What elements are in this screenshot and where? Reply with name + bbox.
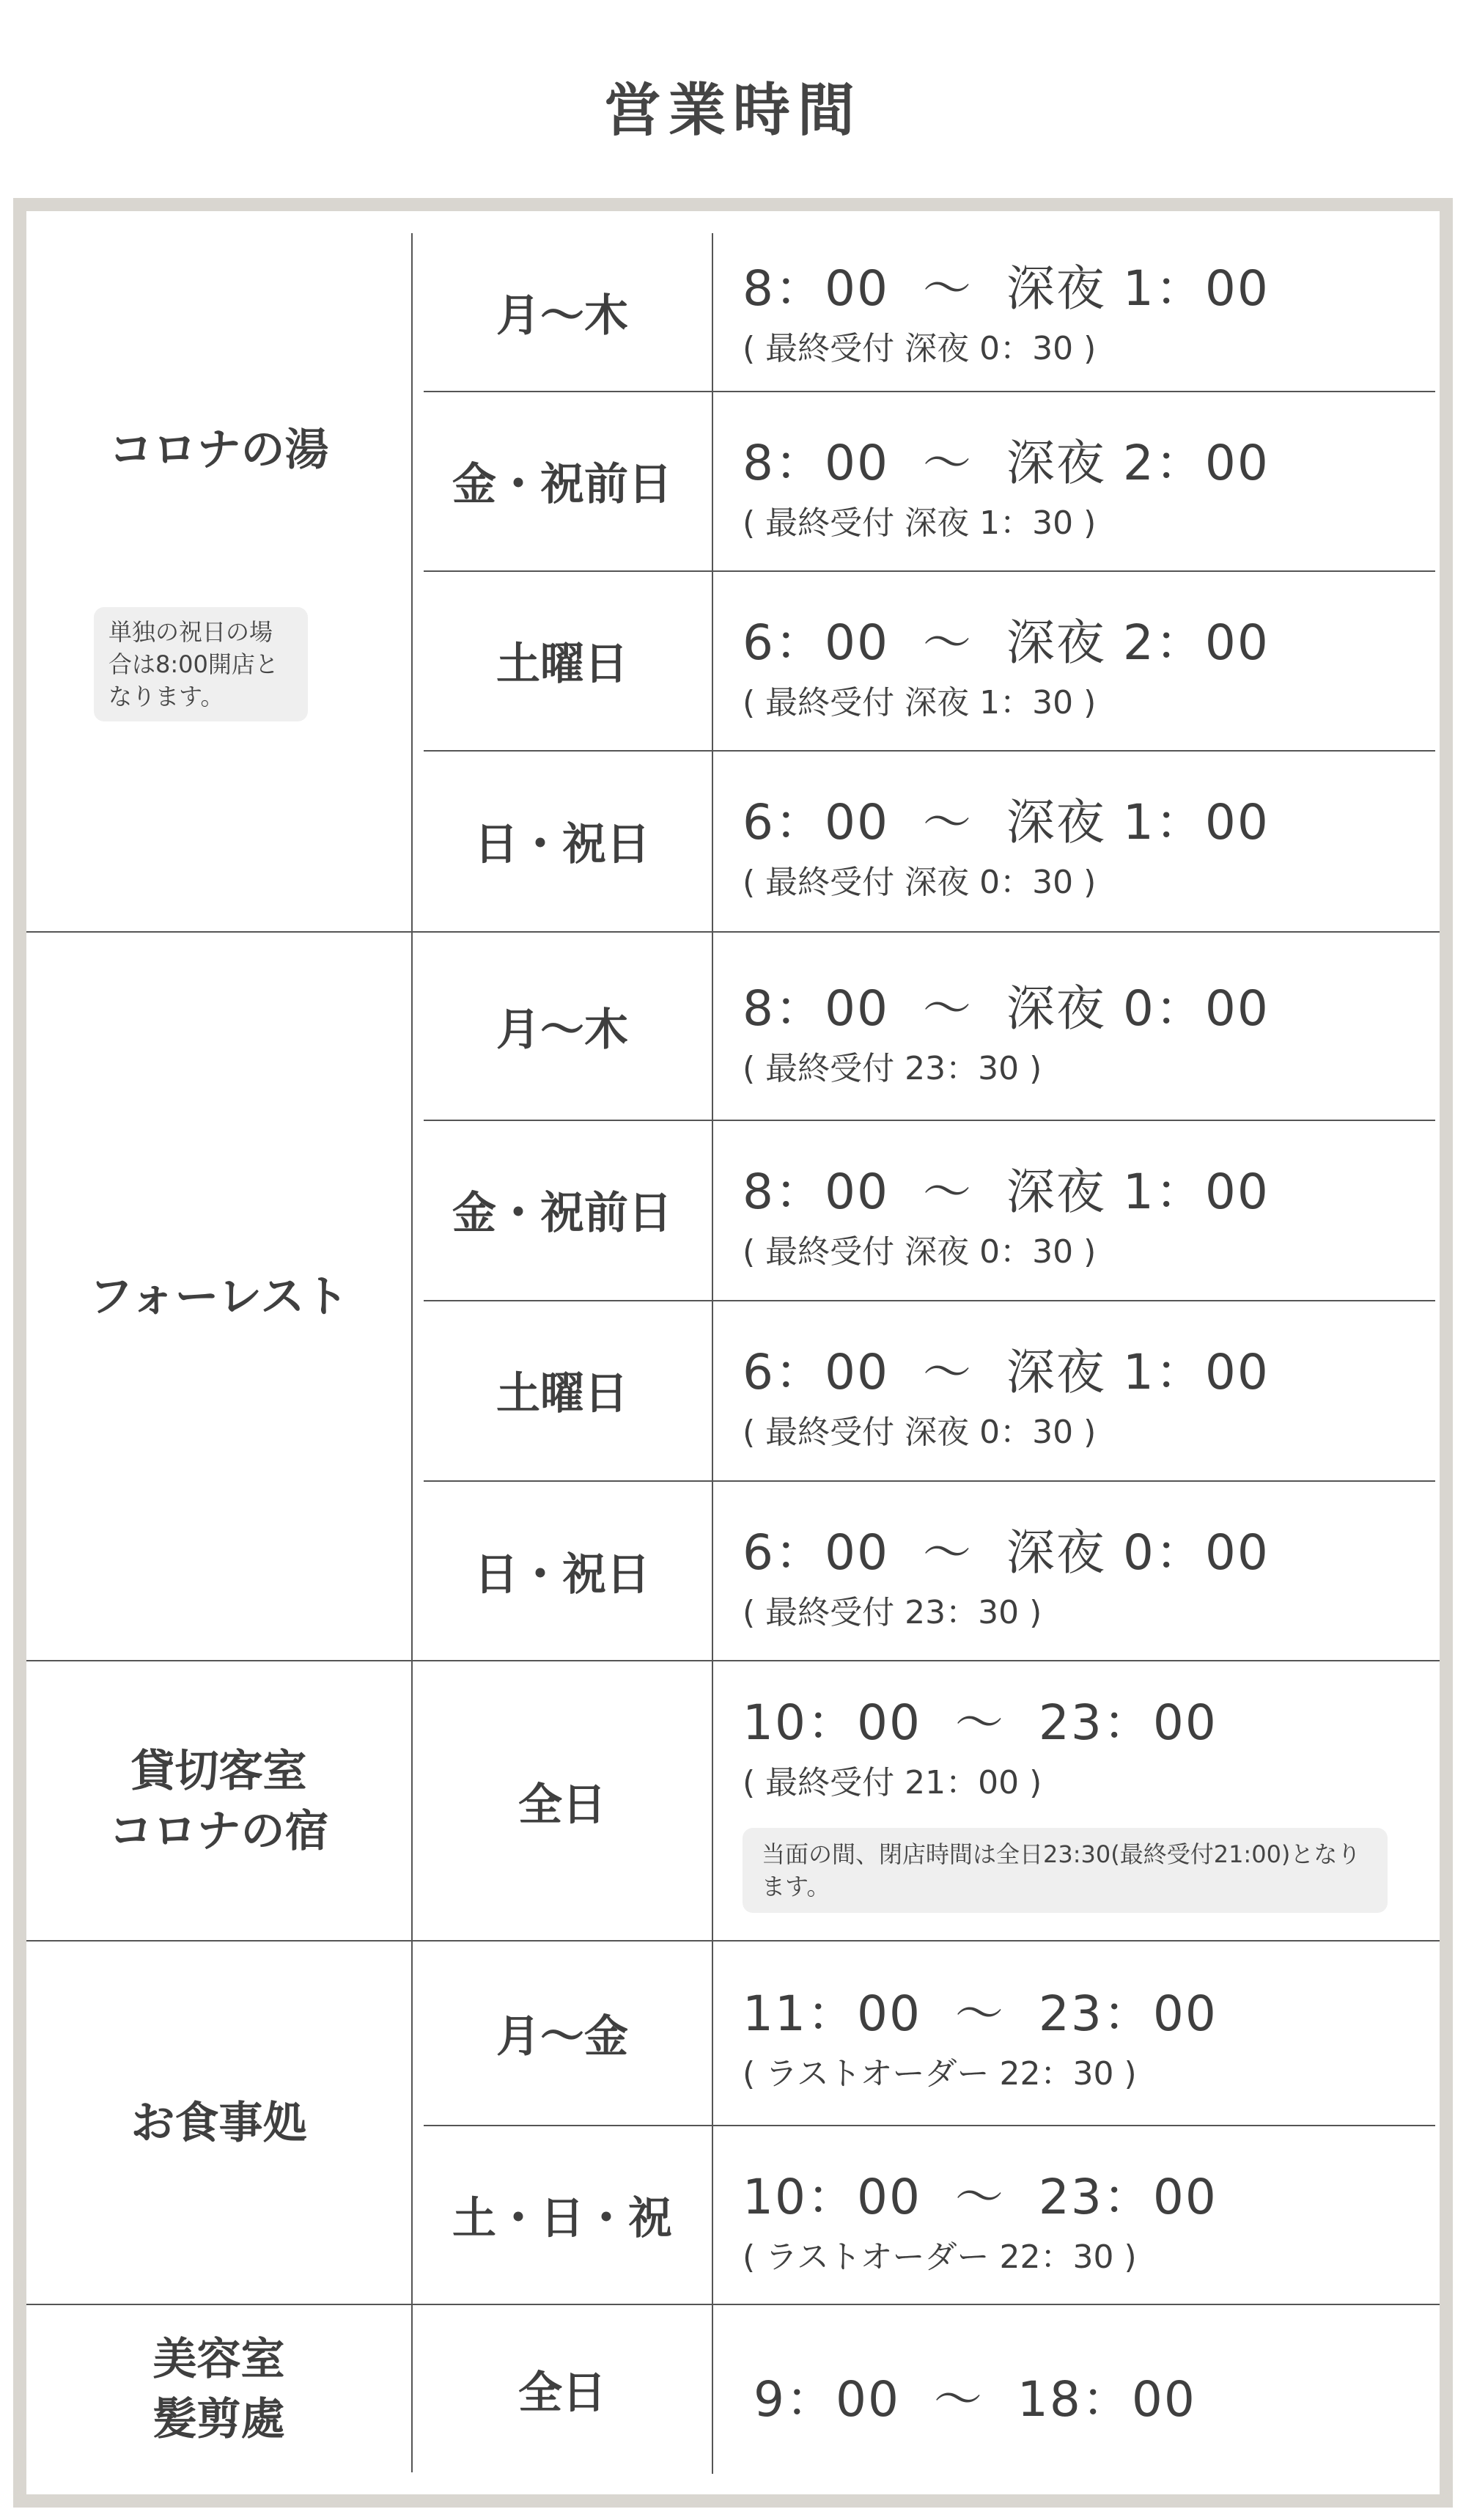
hours-text: 6：00 〜 深夜 2：00	[743, 614, 1270, 671]
day-label: 日・祝日	[474, 1549, 650, 1601]
schedule-row	[413, 2125, 1440, 2305]
schedule-row	[413, 2305, 1440, 2474]
last-entry-text: ( 最終受付 深夜 1：30 )	[743, 684, 1097, 721]
column-divider	[712, 1942, 713, 2125]
group-name	[26, 1661, 411, 1942]
schedule-row	[413, 233, 1440, 391]
day-label: 土・日・祝	[452, 2193, 672, 2244]
group-name-line: フォーレスト	[89, 1271, 349, 1323]
day-label: 土曜日	[496, 638, 628, 690]
last-order-text: ( ラストオーダー 22：30 )	[743, 2055, 1137, 2093]
column-divider	[712, 2305, 713, 2474]
column-divider	[712, 1480, 713, 1661]
hours-text: 10：00 〜 23：00	[743, 2169, 1218, 2225]
row-note: 当面の間、閉店時間は全日23:30(最終受付21:00)となります。	[743, 1828, 1388, 1913]
group-name-line: 貸切客室	[130, 1746, 307, 1797]
last-entry-text: ( 最終受付 深夜 1：30 )	[743, 504, 1097, 542]
hours-text: 10：00 〜 23：00	[743, 1694, 1218, 1751]
group-restaurant	[26, 1940, 1440, 2304]
hours-table	[13, 198, 1453, 2508]
group-forest	[26, 931, 1440, 1660]
last-entry-text: ( 最終受付 23：30 )	[743, 1050, 1042, 1087]
group-name-line: 美容室	[152, 2334, 285, 2385]
group-corona-no-yu	[26, 233, 1440, 931]
day-label: 全日	[518, 2367, 606, 2419]
hours-text: 9：00 〜 18：00	[754, 2371, 1196, 2428]
group-name-line: お食事処	[130, 2098, 307, 2149]
hours-text: 11：00 〜 23：00	[743, 1985, 1218, 2042]
last-entry-text: ( 最終受付 21：00 )	[743, 1764, 1042, 1801]
last-entry-text: ( 最終受付 深夜 0：30 )	[743, 1233, 1097, 1271]
hours-text: 6：00 〜 深夜 0：00	[743, 1524, 1270, 1581]
day-label: 全日	[518, 1779, 606, 1831]
hours-text: 8：00 〜 深夜 2：00	[743, 435, 1270, 491]
schedule-row	[413, 750, 1440, 931]
group-name	[26, 233, 411, 557]
column-divider	[712, 1300, 713, 1480]
day-label: 金・祝前日	[452, 1188, 672, 1239]
column-divider	[712, 2125, 713, 2305]
last-entry-text: ( 最終受付 深夜 0：30 )	[743, 1414, 1097, 1451]
group-name-line: 髪剪處	[152, 2394, 285, 2445]
last-order-text: ( ラストオーダー 22：30 )	[743, 2238, 1137, 2276]
column-divider	[712, 1661, 713, 1942]
column-divider	[712, 933, 713, 1120]
hours-text: 6：00 〜 深夜 1：00	[743, 794, 1270, 851]
page-title: 営業時間	[603, 78, 862, 144]
group-private-room	[26, 1660, 1440, 1940]
group-name-line: コロナの宿	[108, 1806, 329, 1857]
schedule-row	[413, 391, 1440, 570]
day-label: 月〜木	[496, 290, 628, 342]
day-label: 日・祝日	[474, 818, 650, 870]
day-label: 土曜日	[496, 1368, 628, 1419]
group-name-line: コロナの湯	[108, 425, 329, 476]
group-name	[26, 1942, 411, 2305]
day-label: 月〜木	[496, 1004, 628, 1056]
schedule-row	[413, 1480, 1440, 1661]
column-divider	[712, 570, 713, 750]
schedule-row	[413, 1300, 1440, 1480]
column-divider	[712, 233, 713, 391]
column-divider	[712, 1120, 713, 1300]
schedule-row	[413, 570, 1440, 750]
hours-text: 8：00 〜 深夜 1：00	[743, 260, 1270, 317]
group-beauty-salon	[26, 2304, 1440, 2472]
day-label: 月〜金	[496, 2011, 628, 2062]
column-divider	[712, 391, 713, 570]
schedule-row	[413, 1120, 1440, 1300]
day-label: 金・祝前日	[452, 458, 672, 510]
last-entry-text: ( 最終受付 深夜 0：30 )	[743, 330, 1097, 367]
schedule-row	[413, 1942, 1440, 2125]
hours-text: 8：00 〜 深夜 1：00	[743, 1164, 1270, 1220]
group-name	[26, 2305, 411, 2474]
schedule-row	[413, 933, 1440, 1120]
last-entry-text: ( 最終受付 23：30 )	[743, 1594, 1042, 1631]
schedule-row	[413, 1661, 1440, 1942]
last-entry-text: ( 最終受付 深夜 0：30 )	[743, 864, 1097, 901]
group-note: 単独の祝日の場合は8:00開店となります。	[94, 607, 308, 721]
hours-text: 8：00 〜 深夜 0：00	[743, 980, 1270, 1037]
column-divider	[712, 750, 713, 931]
group-name	[26, 933, 411, 1661]
hours-text: 6：00 〜 深夜 1：00	[743, 1344, 1270, 1400]
